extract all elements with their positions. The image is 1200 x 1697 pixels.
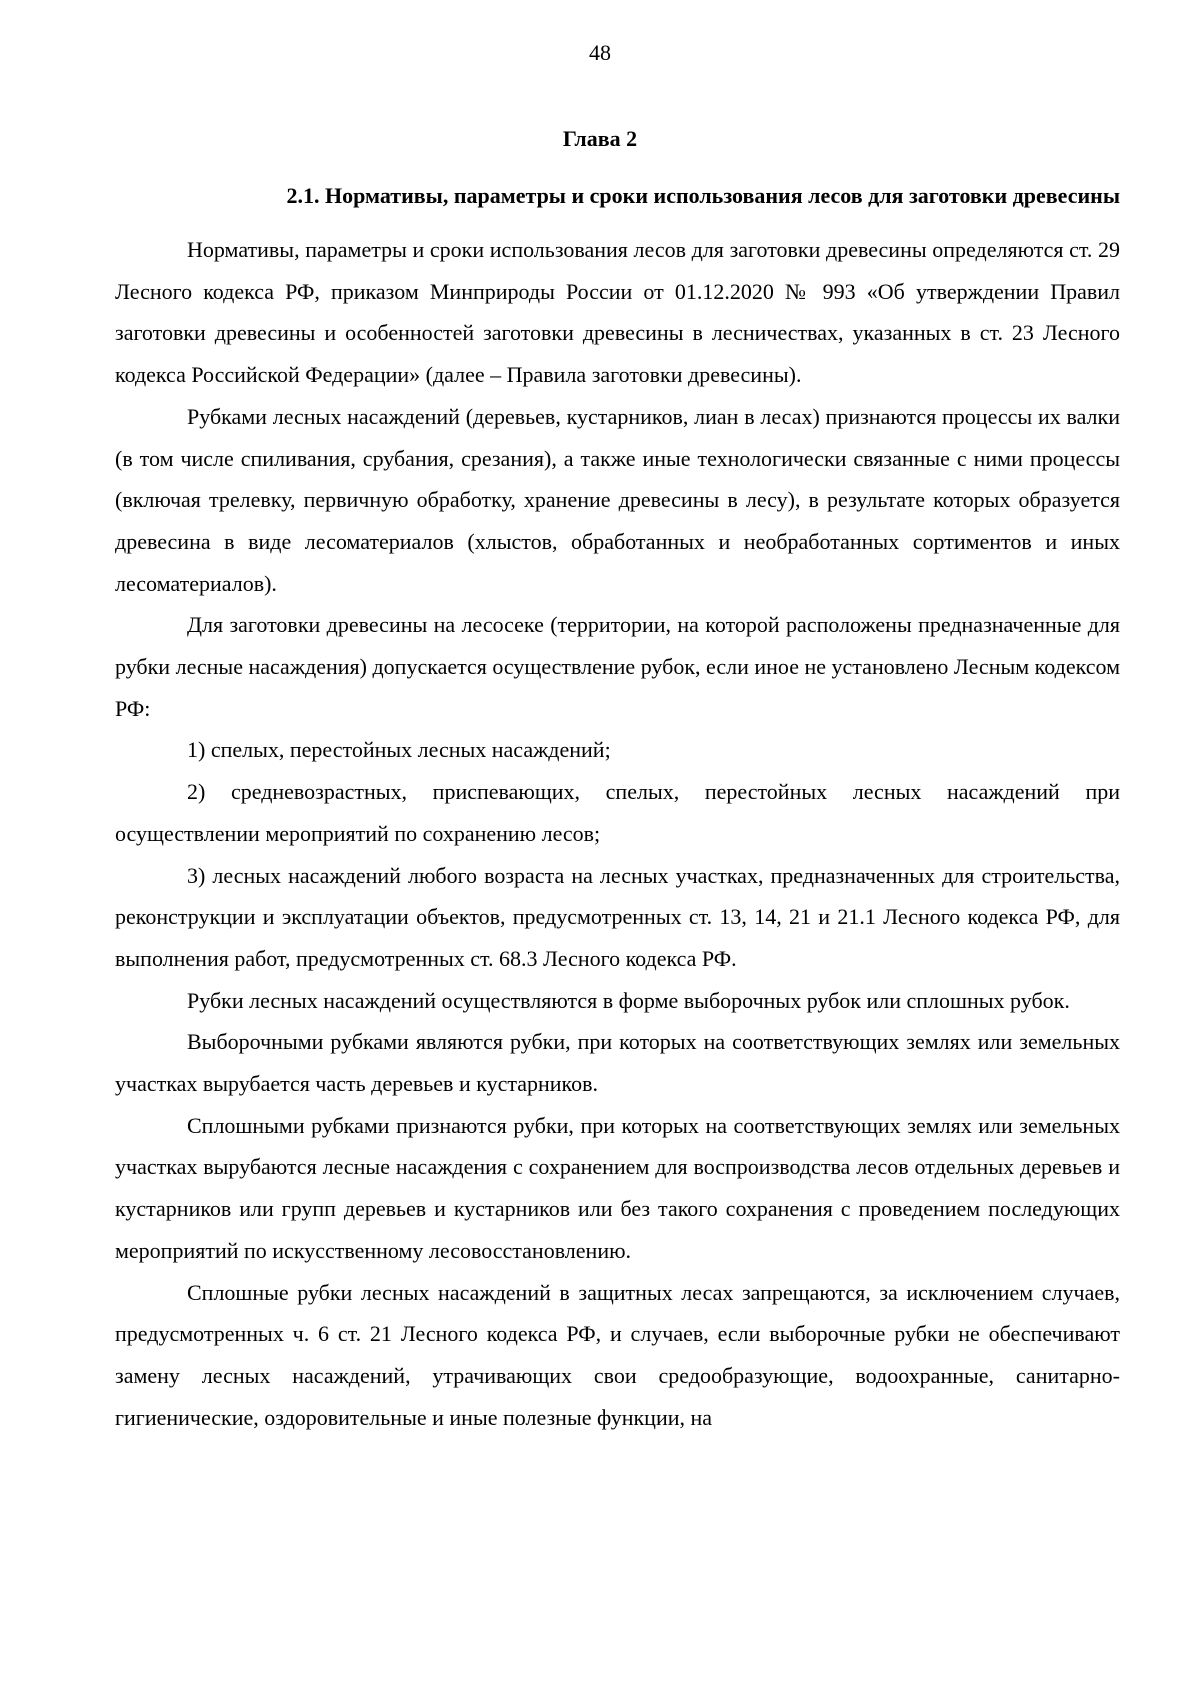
paragraph-felling-forms: Рубки лесных насаждений осуществляются в форме выборочных рубок или сплошных рубок. [187,987,1070,1013]
paragraph-allowed-fellings: Для заготовки древесины на лесосеке (территории, на которой расположены предназначенные для рубки лесные насаждения) допускается осуществление рубок, если иное не установлено Лесным кодексом РФ: [115,612,1120,721]
list-item-2: 2) средневозрастных, приспевающих, спелых, перестойных лесных насаждений при осуществлении мероприятий по сохранению лесов; [115,779,1120,846]
paragraph-felling-definition: Рубками лесных насаждений (деревьев, кустарников, лиан в лесах) признаются процессы их валки (в том числе спиливания, срубания, срезания), а также иные технологически связанные с ними процессы (включая трелевку, первичную обработку, хранение древесины в лесу), в результате которых образуется древесина в виде лесоматериалов (хлыстов, обработанных и необработанных сортиментов и иных лесоматериалов). [115,403,1120,596]
paragraph-protective-forests: Сплошные рубки лесных насаждений в защитных лесах запрещаются, за исключением случаев, предусмотренных ч. 6 ст. 21 Лесного кодекса РФ, и случаев, если выборочные рубки не обеспечивают замену лесных насаждений, утрачивающих свои средообразующие, водоохранные, санитарно-гигиенические, оздоровительные и иные полезные функции, на [115,1279,1120,1430]
paragraph-clear-felling: Сплошными рубками признаются рубки, при которых на соответствующих землях или земельных участках вырубаются лесные насаждения с сохранением для воспроизводства лесов отдельных деревьев и кустарников или групп деревьев и кустарников или без такого сохранения с проведением последующих мероприятий по искусственному лесовосстановлению. [115,1112,1120,1263]
body-text [115,229,1120,1438]
section-title: 2.1. Нормативы, параметры и сроки использования лесов для заготовки древесины [286,183,1120,208]
paragraph-selective-felling: Выборочными рубками являются рубки, при которых на соответствующих землях или земельных участках вырубается часть деревьев и кустарников. [115,1029,1120,1097]
paragraph-standards-definition: Нормативы, параметры и сроки использования лесов для заготовки древесины определяются ст. 29 Лесного кодекса РФ, приказом Минприроды России от 01.12.2020 № 993 «Об утверждении Правил заготовки древесины и особенностей заготовки древесины в лесничествах, указанных в ст. 23 Лесного кодекса Российской Федерации» (далее – Правила заготовки древесины). [115,237,1120,388]
list-item-1: 1) спелых, перестойных лесных насаждений; [187,737,611,763]
chapter-title: Глава 2 [562,126,638,151]
list-item-3: 3) лесных насаждений любого возраста на лесных участках, предназначенных для строительства, реконструкции и эксплуатации объектов, предусмотренных ст. 13, 14, 21 и 21.1 Лесного кодекса РФ, для выполнения работ, предусмотренных ст. 68.3 Лесного кодекса РФ. [115,862,1120,971]
page-number: 48 [589,40,611,65]
